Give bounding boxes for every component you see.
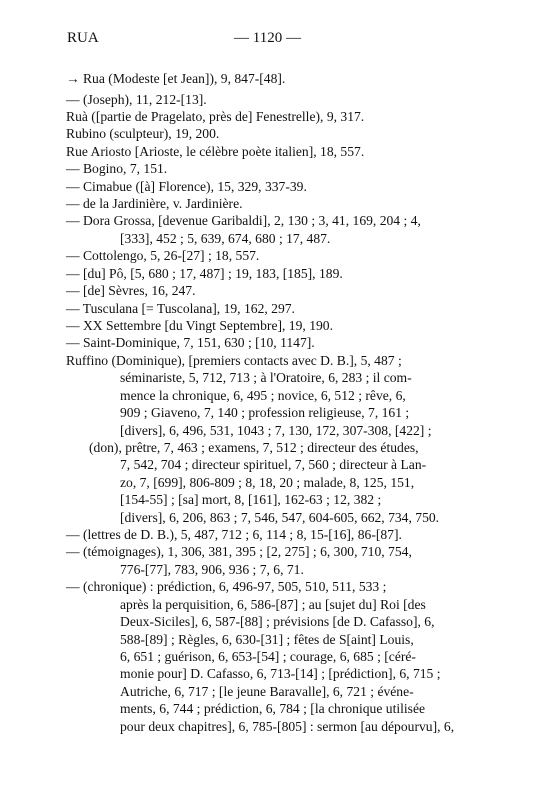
index-line: Autriche, 6, 717 ; [le jeune Baravalle], 6, 721 ; événe- [120,684,414,699]
index-line: — XX Settembre [du Vingt Septembre], 19, 190. [66,318,333,333]
index-line: Ruà ([partie de Pragelato, près de] Fenestrelle), 9, 317. [66,109,365,124]
running-head: RUA [67,30,99,46]
index-line: — (chronique) : prédiction, 6, 496-97, 505, 510, 511, 533 ; [66,579,387,594]
index-line: Rue Ariosto [Arioste, le célèbre poète italien], 18, 557. [66,144,365,159]
index-line: zo, 7, [699], 806-809 ; 8, 18, 20 ; malade, 8, 125, 151, [120,475,415,490]
index-line: 776-[77], 783, 906, 936 ; 7, 6, 71. [120,562,304,577]
index-line: — (lettres de D. B.), 5, 487, 712 ; 6, 114 ; 8, 15-[16], 86-[87]. [66,527,402,542]
index-line: (don), prêtre, 7, 463 ; examens, 7, 512 ; directeur des études, [89,440,419,455]
index-line: [divers], 6, 496, 531, 1043 ; 7, 130, 172, 307-308, [422] ; [120,423,432,438]
index-line: mence la chronique, 6, 495 ; novice, 6, 512 ; rêve, 6, [120,388,406,403]
index-line: [333], 452 ; 5, 639, 674, 680 ; 17, 487. [120,231,331,246]
index-line: 588-[89] ; Règles, 6, 630-[31] ; fêtes de S[aint] Louis, [120,632,414,647]
index-line: → Rua (Modeste [et Jean]), 9, 847-[48]. [66,71,286,86]
index-line: monie pour] D. Cafasso, 6, 713-[14] ; [prédiction], 6, 715 ; [120,666,441,681]
index-line: [divers], 6, 206, 863 ; 7, 546, 547, 604-605, 662, 734, 750. [120,510,440,525]
index-line: 7, 542, 704 ; directeur spirituel, 7, 560 ; directeur à Lan- [120,457,427,472]
index-line: — Saint-Dominique, 7, 151, 630 ; [10, 1147]. [66,335,315,350]
index-line: — Bogino, 7, 151. [66,161,168,176]
index-line: Ruffino (Dominique), [premiers contacts avec D. B.], 5, 487 ; [66,353,402,368]
index-line: — (Joseph), 11, 212-[13]. [66,92,207,107]
index-line: Deux-Siciles], 6, 587-[88] ; prévisions [de D. Cafasso], 6, [120,614,435,629]
index-line: 909 ; Giaveno, 7, 140 ; profession religieuse, 7, 161 ; [120,405,410,420]
index-line: séminariste, 5, 712, 713 ; à l'Oratoire, 6, 283 ; il com- [120,370,412,385]
index-line: — Tusculana [= Tuscolana], 19, 162, 297. [66,301,295,316]
index-line: — [du] Pô, [5, 680 ; 17, 487] ; 19, 183, [185], 189. [66,266,343,281]
index-line: — Cimabue ([à] Florence), 15, 329, 337-39. [66,179,307,194]
index-line: — [de] Sèvres, 16, 247. [66,283,196,298]
page-number: — 1120 — [234,30,301,46]
index-line: ments, 6, 744 ; prédiction, 6, 784 ; [la chronique utilisée [120,701,426,716]
index-line: après la perquisition, 6, 586-[87] ; au [sujet du] Roi [des [120,597,426,612]
index-line: — (témoignages), 1, 306, 381, 395 ; [2, 275] ; 6, 300, 710, 754, [66,544,412,559]
index-line: — Cottolengo, 5, 26-[27] ; 18, 557. [66,248,260,263]
index-line: Rubino (sculpteur), 19, 200. [66,126,220,141]
index-line: [154-55] ; [sa] mort, 8, [161], 162-63 ; 12, 382 ; [120,492,382,507]
index-line: — Dora Grossa, [devenue Garibaldi], 2, 130 ; 3, 41, 169, 204 ; 4, [66,213,421,228]
index-line: — de la Jardinière, v. Jardinière. [66,196,243,211]
index-line: 6, 651 ; guérison, 6, 653-[54] ; courage, 6, 685 ; [céré- [120,649,416,664]
index-line: pour deux chapitres], 6, 785-[805] : sermon [au dépourvu], 6, [120,719,455,734]
